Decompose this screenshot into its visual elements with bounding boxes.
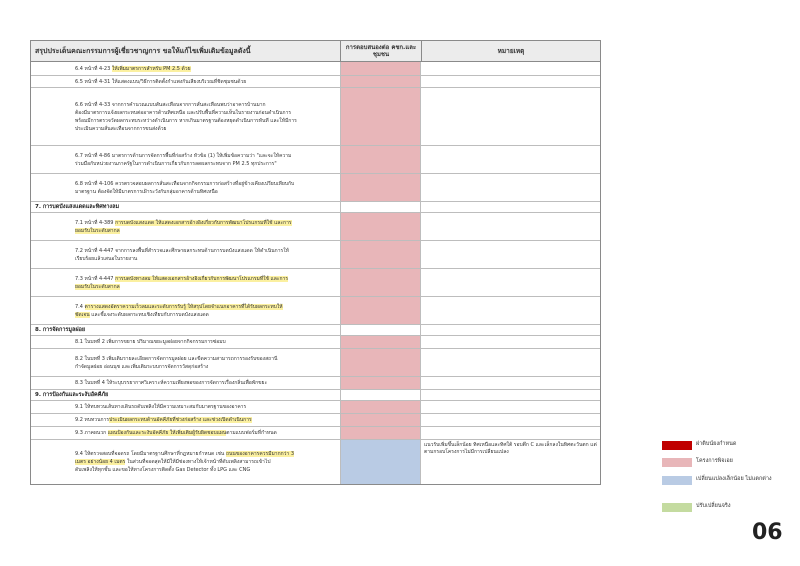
comment-text xyxy=(31,62,341,75)
comment-text xyxy=(31,88,341,145)
response-status-cell xyxy=(341,76,421,87)
table-row xyxy=(31,88,600,146)
highlighted-text: ให้เพิ่มมาตรการสำหรับ PM 2.5 ด้วย xyxy=(111,65,191,72)
table-row xyxy=(31,174,600,202)
highlighted-text: ยอมรับในระดับสากล xyxy=(75,227,120,234)
section-row xyxy=(31,202,600,213)
comment-line xyxy=(75,78,336,86)
note-cell: แนวรับเพิ่มขึ้นเล็กน้อย ทิศเหนือและทิศใต้ รอบตึก C และเล็กลงในทิศตะวันตก แต่ตามกรอบโครงการไม่มีการเปลี่ยนแปลง xyxy=(424,442,597,455)
highlighted-text: การบดบังทางลม ให้แสดงเอกสารอ้างอิงเกี่ยวกับการพัฒนาโปรแกรมที่ใช้ และการ xyxy=(115,275,289,282)
comment-line xyxy=(75,101,336,109)
text-segment: 8. การจัดการมูลฝอย xyxy=(35,327,86,333)
section-title xyxy=(31,390,341,400)
note-cell xyxy=(421,269,600,296)
note-cell xyxy=(421,377,600,389)
text-segment: พร้อมมีการตรวจวัดผลกระทบระหว่างดำเนินการ หากเกินมาตรฐานต้องหยุดดำเนินการทันที และให้มีการ xyxy=(75,117,297,124)
note-cell xyxy=(421,401,600,413)
table-row xyxy=(31,297,600,325)
section-row xyxy=(31,325,600,336)
text-segment: 6.8 หน้าที่ 4-106 ควรตรวจสอบผลการสั่นสะเทือนจากกิจกรรมการก่อสร้างที่อยู่ข้างเคียงเปรียบเทียบกับ xyxy=(75,180,295,187)
legend-item-green xyxy=(662,503,776,512)
comment-line xyxy=(75,363,336,371)
comment-line xyxy=(75,117,336,125)
response-status-cell xyxy=(341,414,421,426)
legend-swatch-green xyxy=(662,503,692,512)
table-body xyxy=(31,62,600,484)
comment-line xyxy=(35,326,336,334)
comment-line xyxy=(75,65,336,73)
response-status-cell xyxy=(341,325,421,335)
text-segment: ร่วมมือกับหน่วยงานภาครัฐในการดำเนินการเกี่ยวกับการลดผลกระทบจาก PM 2.5 ทุกประการ" xyxy=(75,160,277,167)
text-segment: 6.6 หน้าที่ 4-33 จากการคำนวณแบบสันสะเทือนจากการสั่นสะเทือนพบว่าอาคารบ้านมาก xyxy=(75,101,266,108)
response-status-cell xyxy=(341,241,421,268)
comment-text xyxy=(31,414,341,426)
comment-line xyxy=(35,203,336,211)
table-row xyxy=(31,377,600,390)
comment-line xyxy=(75,338,336,346)
text-segment: เรียบร้อยแล้วเสนอในรายงาน xyxy=(75,255,138,262)
table-row xyxy=(31,414,600,427)
comment-text xyxy=(31,76,341,87)
comment-text xyxy=(31,440,341,484)
response-status-cell xyxy=(341,202,421,212)
text-segment: 7.2 หน้าที่ 4-447 จากการลงพื้นที่สำรวจและศึกษาผลกระทบด้านการบดบังแสงแดด ให้ดำเนินการให้ xyxy=(75,247,289,254)
header-note: หมายเหตุ xyxy=(497,47,525,55)
comment-line xyxy=(35,391,336,399)
legend-swatch-blue xyxy=(662,476,692,485)
highlighted-text: เมตร อย่างน้อย 4 เมตร xyxy=(75,459,126,465)
note-cell xyxy=(421,336,600,348)
text-segment: กำจัดมูลฝอย อ่อนนุช และเพิ่มเติมระบบการจัดการวัสดุก่อสร้าง xyxy=(75,363,209,370)
comment-line xyxy=(75,125,336,133)
text-segment: ดับเพลิงให้ทุกชั้น และขอให้ทางโครงการติดตั้ง Gas Detector ทั้ง LPG และ CNG xyxy=(75,467,251,473)
note-cell xyxy=(421,76,600,87)
text-segment: ต้องมีมาตรการแจ้งผลกระทบต่ออาคารด้านทิศเหนือ และปรับพื้นที่ความเห็นในรายงานก่อนดำเนินการ xyxy=(75,109,292,116)
note-cell xyxy=(421,427,600,439)
highlighted-text: ถนนของอาคารควรมีมากกว่า 3 xyxy=(225,451,295,457)
section-title xyxy=(31,325,341,335)
note-cell xyxy=(421,241,600,268)
note-cell xyxy=(421,349,600,376)
highlighted-text: ตารางแสดงอัตราความเร็วลมและระดับการรับรู้ ให้สรุปโดยจำแนกอาคารที่ได้รับผลกระทบให้ xyxy=(84,303,283,310)
response-status-cell xyxy=(341,146,421,173)
text-segment: 7.1 หน้าที่ 4-389 xyxy=(75,219,116,226)
note-cell xyxy=(421,297,600,324)
response-status-cell xyxy=(341,377,421,389)
comment-line xyxy=(75,227,336,235)
text-segment: 6.5 หน้าที่ 4-31 ให้แสดงแบบ/วิธีการติดตั้งกำแพงกันเสียงบริเวณที่ชิดชุมชนด้วย xyxy=(75,78,247,85)
legend-item-red xyxy=(662,441,776,450)
comment-line xyxy=(75,458,336,466)
note-cell xyxy=(421,88,600,145)
legend-label: โครงการพิจเอย xyxy=(696,458,733,464)
legend-swatch-red xyxy=(662,441,692,450)
legend-label: ปรับเปลี่ยนจริง xyxy=(696,503,731,509)
comment-text xyxy=(31,336,341,348)
text-segment: 7. การบดบังแสงแดดและทิศทางลม xyxy=(35,204,120,210)
response-status-cell xyxy=(341,269,421,296)
table-row xyxy=(31,440,600,484)
text-segment: และชี้แจงระดับผลกระทบเชิงเทียบกับการบดบังแสงแดด xyxy=(89,311,209,318)
comment-line xyxy=(75,303,336,311)
table-row xyxy=(31,401,600,414)
table-row xyxy=(31,62,600,76)
comment-text xyxy=(31,427,341,439)
comment-line xyxy=(75,109,336,117)
text-segment: 8.1 ในบทที่ 2 เพิ่มการขยาย ปริมาณขยะมูลฝอยจากกิจกรรมการซ่อมบ xyxy=(75,339,226,345)
comment-text xyxy=(31,174,341,201)
comment-text xyxy=(31,146,341,173)
comments-table xyxy=(30,40,601,485)
text-segment: 6.7 หน้าที่ 4-86 มาตรการด้านการจัดการพื้นที่ก่อสร้าง หัวข้อ (1) ให้เพิ่มข้อความว่า "และจะให้ความ xyxy=(75,152,292,159)
note-cell xyxy=(421,414,600,426)
comment-line xyxy=(75,247,336,255)
table-row xyxy=(31,336,600,349)
text-segment: 7.3 หน้าที่ 4-447 xyxy=(75,275,116,282)
comment-text xyxy=(31,241,341,268)
comment-line xyxy=(75,311,336,319)
page-number: 06 xyxy=(752,520,783,545)
section-title xyxy=(31,202,341,212)
comment-line xyxy=(75,466,336,474)
table-header xyxy=(31,41,600,62)
text-segment: ประเมินความสั่นสะเทือนจากการขนส่งด้วย xyxy=(75,125,167,132)
table-row xyxy=(31,213,600,241)
table-row xyxy=(31,241,600,269)
text-segment: 8.2 ในบทที่ 3 เพิ่มเติมรายละเอียดการจัดการมูลฝอย และขีดความสามารถการรองรับของสถานี xyxy=(75,355,278,362)
text-segment: 9. การป้องกันและระงับอัคคีภัย xyxy=(35,392,109,398)
table-row xyxy=(31,269,600,297)
response-status-cell xyxy=(341,349,421,376)
comment-line xyxy=(75,152,336,160)
text-segment: 9.4 ให้ตรวจสอบที่จอดรถ โดยมีมาตรฐานศึกษาที่กฎหมายกำหนด เช่น xyxy=(75,451,226,457)
note-cell xyxy=(421,174,600,201)
response-status-cell xyxy=(341,427,421,439)
text-segment: 8.3 ในบทที่ 4 ให้ระบุบรรยากาศวิเคราะห์ความเพียงพอของการจัดการเรื่องกลิ่นเพื่อพักขยะ xyxy=(75,380,268,386)
response-status-cell xyxy=(341,401,421,413)
comment-line xyxy=(75,379,336,387)
highlighted-text: ยอมรับในระดับสากล xyxy=(75,283,120,290)
comment-text xyxy=(31,213,341,240)
legend-item-blue xyxy=(662,476,776,485)
comment-line xyxy=(75,188,336,196)
note-cell xyxy=(421,62,600,75)
text-segment: 6.4 หน้าที่ 4-23 xyxy=(75,65,112,72)
legend-label: เปลี่ยนแปลงเล็กน้อย ไม่แตกต่าง xyxy=(696,476,772,482)
text-segment: มาตรฐาน ต้องจัดให้มีมาตรการเฝ้าระวังกับกลุ่มอาคารด้านทิศเหนือ xyxy=(75,188,218,195)
comment-line xyxy=(75,275,336,283)
comment-line xyxy=(75,355,336,363)
legend-label: ฝาติบน์ยงกำหนด xyxy=(696,441,737,447)
response-status-cell xyxy=(341,174,421,201)
comment-text xyxy=(31,349,341,376)
table-row xyxy=(31,76,600,88)
response-status-cell xyxy=(341,62,421,75)
note-cell xyxy=(421,325,600,335)
note-cell xyxy=(421,202,600,212)
comment-line xyxy=(75,219,336,227)
comment-text xyxy=(31,401,341,413)
text-segment: ในส่วนที่จอดสุดให้มีให้มีช่องทางให้เจ้าหน้าที่ดับเพลิงสามารถเข้าไป xyxy=(125,459,271,465)
text-segment: 9.3 ภาคผนวก xyxy=(75,430,108,436)
comment-line xyxy=(75,255,336,263)
response-status-cell xyxy=(341,297,421,324)
comment-line xyxy=(75,416,336,424)
highlighted-text: ประเมินผลกระทบด้านอัคคีภัยที่ช่วงก่อสร้าง และช่วงเปิดดำเนินการ xyxy=(109,417,252,423)
comment-text xyxy=(31,269,341,296)
comment-line xyxy=(75,283,336,291)
comment-line xyxy=(75,180,336,188)
header-response: การตอบสนองต่อ คชก.และชุมชน xyxy=(341,41,422,61)
highlighted-text: แผนป้องกันและระงับอัคคีภัย ให้เพิ่มเติมผู้รับผิดชอบแผน xyxy=(107,430,227,436)
section-row xyxy=(31,390,600,401)
response-status-cell xyxy=(341,336,421,348)
comment-text xyxy=(31,377,341,389)
legend-item-pink xyxy=(662,458,776,467)
table-row xyxy=(31,427,600,440)
legend-swatch-pink xyxy=(662,458,692,467)
comment-text xyxy=(31,297,341,324)
comment-line xyxy=(75,160,336,168)
text-segment: 7.4 xyxy=(75,303,85,310)
text-segment: ตามแบบฟอร์มที่กำหนด xyxy=(226,430,277,436)
comment-line xyxy=(75,429,336,437)
response-status-cell xyxy=(341,390,421,400)
response-status-cell xyxy=(341,440,421,484)
note-cell xyxy=(421,213,600,240)
table-row xyxy=(31,349,600,377)
highlighted-text: การบดบังแสงแดด ให้แสดงเอกสารอ้างอิงเกี่ยวกับการพัฒนาโปรแกรมที่ใช้ และการ xyxy=(115,219,292,226)
text-segment: 9.2 ทบทวนการ xyxy=(75,417,110,423)
note-cell xyxy=(421,146,600,173)
table-row xyxy=(31,146,600,174)
comment-line xyxy=(75,403,336,411)
note-cell xyxy=(421,390,600,400)
header-summary: สรุปประเด็นคณะกรรมการผู้เชี่ยวชาญการ ขอให้แก้ไขเพิ่มเติมข้อมูลดังนี้ xyxy=(31,41,341,61)
text-segment: 9.1 ให้ทบทวนเส้นทางเดินรถดับเพลิงให้มีความเหมาะสมกับมาตรฐานของอาคาร xyxy=(75,404,247,410)
response-status-cell xyxy=(341,213,421,240)
highlighted-text: ชัดเจน xyxy=(75,311,90,318)
comment-line xyxy=(75,450,336,458)
response-status-cell xyxy=(341,88,421,145)
